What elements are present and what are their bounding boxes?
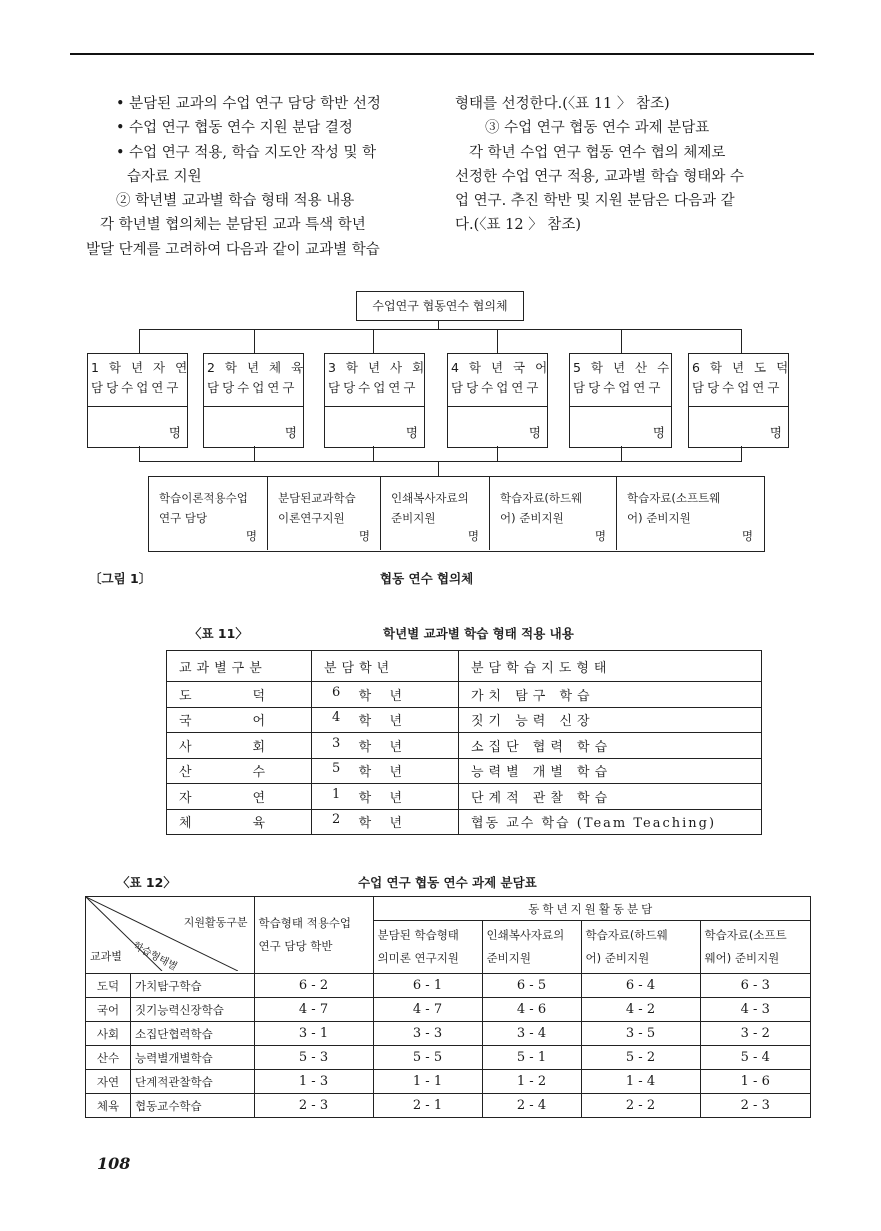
table-row xyxy=(86,998,811,1022)
table-cell: 1 xyxy=(332,786,341,802)
header-line: 준비지원 xyxy=(486,951,531,965)
table-cell: 협동 교수 학습 (Team Teaching) xyxy=(459,809,762,835)
support-box-subtitle: 이론연구지원 xyxy=(278,511,345,525)
corner-label-bottom: 교과별 xyxy=(90,950,122,963)
corner-header-cell xyxy=(86,897,255,974)
connector-line xyxy=(621,446,622,462)
table-row xyxy=(167,758,762,784)
support-box-unit: 명 xyxy=(358,529,370,543)
grade-box-subtitle: 담당수업연구 xyxy=(573,380,664,395)
table-cell: 학 xyxy=(358,739,372,755)
table-cell: 6 - 1 xyxy=(373,974,482,998)
connector-line xyxy=(139,461,741,462)
table-cell: 1 - 1 xyxy=(373,1070,482,1094)
support-box xyxy=(381,477,489,550)
table-cell: 국 xyxy=(179,714,192,730)
table-cell: 년 xyxy=(389,816,402,832)
grade-box-unit: 명 xyxy=(769,425,782,440)
figure-caption: 협동 연수 협의체 xyxy=(380,571,474,586)
grade-box-title: 2 학 년 체 육 xyxy=(207,360,307,375)
table-row xyxy=(167,707,762,733)
table-cell: 도 xyxy=(179,688,192,704)
table-cell: 덕 xyxy=(252,688,265,704)
grade-box-subtitle: 담당수업연구 xyxy=(207,380,298,395)
table-cell: 6 - 4 xyxy=(581,974,700,998)
table-cell: 능력별 개별 학습 xyxy=(459,758,762,784)
support-box-unit: 명 xyxy=(245,529,257,543)
table12-title: 수업 연구 협동 연수 과제 분담표 xyxy=(358,875,537,890)
table-cell: 짓기 능력 신장 xyxy=(459,707,762,733)
top-rule xyxy=(70,53,814,55)
support-box xyxy=(268,477,380,550)
connector-line xyxy=(139,446,140,462)
support-box-unit: 명 xyxy=(594,529,606,543)
table-header-cell xyxy=(581,921,700,974)
text-line: 다.(〈표 12 〉 참조) xyxy=(455,217,581,234)
table-cell: 6 - 5 xyxy=(482,974,581,998)
table-cell: 3 - 4 xyxy=(482,1022,581,1046)
table-cell: 2 - 1 xyxy=(373,1094,482,1118)
connector-line xyxy=(741,329,742,353)
table-cell: 협동교수학습 xyxy=(131,1094,255,1118)
table-cell: 5 - 4 xyxy=(700,1046,811,1070)
table-cell: 3 xyxy=(332,735,341,751)
table-row xyxy=(167,682,762,708)
support-box-subtitle: 어) 준비지원 xyxy=(500,511,564,525)
table-row xyxy=(86,1094,811,1118)
text-line: • 분담된 교과의 수업 연구 담당 학반 선정 xyxy=(116,96,381,112)
header-line: 의미론 연구지원 xyxy=(377,951,459,965)
table-row xyxy=(86,974,811,998)
support-box-unit: 명 xyxy=(741,529,753,543)
table11-title: 학년별 교과별 학습 형태 적용 내용 xyxy=(383,626,574,641)
table-cell: 산 xyxy=(179,765,192,781)
table-cell: 자연 xyxy=(86,1070,131,1094)
table-group-header: 동학년지원활동분담 xyxy=(373,897,811,921)
table-cell: 국어 xyxy=(86,998,131,1022)
table-cell: 1 - 6 xyxy=(700,1070,811,1094)
header-line: 학습자료(소프트 xyxy=(704,928,787,942)
corner-label-top: 지원활동구분 xyxy=(183,916,248,929)
text-line: 업 연구. 추진 학반 및 지원 분담은 다음과 같 xyxy=(455,193,735,210)
table-cell: 사회 xyxy=(86,1022,131,1046)
table-cell: 3 - 1 xyxy=(254,1022,373,1046)
header-line: 학습형태 적용수업 xyxy=(258,916,352,930)
table-header-cell xyxy=(254,897,373,974)
connector-line xyxy=(254,446,255,462)
table12-label: 〈표 12〉 xyxy=(117,875,176,890)
support-box-title: 인쇄복사자료의 xyxy=(391,491,469,505)
table-cell: 4 - 2 xyxy=(581,998,700,1022)
table-cell: 소집단 협력 학습 xyxy=(459,733,762,759)
table-row xyxy=(86,1070,811,1094)
table-cell: 년 xyxy=(389,790,402,806)
table-cell: 4 - 7 xyxy=(254,998,373,1022)
table-cell: 년 xyxy=(389,739,402,755)
table-cell: 5 xyxy=(332,761,341,777)
support-box xyxy=(490,477,616,550)
table-cell: 자 xyxy=(179,790,192,806)
table-cell: 가치 탐구 학습 xyxy=(459,682,762,708)
header-line: 웨어) 준비지원 xyxy=(704,951,780,965)
table-cell: 4 xyxy=(332,710,341,726)
grade-box-subtitle: 담당수업연구 xyxy=(328,380,419,395)
table-cell: 짓기능력신장학습 xyxy=(131,998,255,1022)
text-line: ③ 수업 연구 협동 연수 과제 분담표 xyxy=(485,120,710,137)
grade-box-unit: 명 xyxy=(652,425,665,440)
table-cell: 체 xyxy=(179,816,192,832)
grade-box-subtitle: 담당수업연구 xyxy=(692,380,783,395)
table-cell: 년 xyxy=(389,688,402,704)
table-header-cell: 분담학습지도형태 xyxy=(459,651,762,682)
table-header-cell xyxy=(482,921,581,974)
support-box-title: 학습자료(소프트웨 xyxy=(627,491,721,505)
table-cell: 6 - 3 xyxy=(700,974,811,998)
table-row xyxy=(167,809,762,835)
table-header-cell: 교과별구분 xyxy=(167,651,312,682)
grade-box-title: 4 학 년 국 어 xyxy=(451,360,551,375)
table-cell: 4 - 7 xyxy=(373,998,482,1022)
table-cell: 연 xyxy=(252,790,265,806)
table-cell: 4 - 6 xyxy=(482,998,581,1022)
table-cell: 1 - 4 xyxy=(581,1070,700,1094)
grade-box-title: 1 학 년 자 연 xyxy=(91,360,191,375)
grade-box-unit: 명 xyxy=(405,425,418,440)
table-cell: 단계적관찰학습 xyxy=(131,1070,255,1094)
support-box-title: 분담된교과학습 xyxy=(278,491,356,505)
table-cell: 능력별개별학습 xyxy=(131,1046,255,1070)
grade-box-unit: 명 xyxy=(168,425,181,440)
support-box-title: 학습자료(하드웨 xyxy=(500,491,583,505)
table-cell: 6 xyxy=(332,684,341,700)
header-line: 분담된 학습형태 xyxy=(377,928,459,942)
support-box-unit: 명 xyxy=(467,529,479,543)
table-cell: 2 - 4 xyxy=(482,1094,581,1118)
table-cell: 체육 xyxy=(86,1094,131,1118)
table-cell: 학 xyxy=(358,790,372,806)
support-box-subtitle: 연구 담당 xyxy=(159,511,208,525)
table-cell: 2 - 2 xyxy=(581,1094,700,1118)
table-cell: 2 - 3 xyxy=(700,1094,811,1118)
figure-label: 〔그림 1〕 xyxy=(89,571,152,586)
left-text-column xyxy=(86,92,431,262)
table-cell: 어 xyxy=(252,714,265,730)
table-cell: 단계적 관찰 학습 xyxy=(459,784,762,810)
table-cell: 1 - 2 xyxy=(482,1070,581,1094)
support-box-subtitle: 어) 준비지원 xyxy=(627,511,691,525)
support-box-title: 학습이론적용수업 xyxy=(159,491,248,505)
grade-box-title: 5 학 년 산 수 xyxy=(573,360,673,375)
grade-box-subtitle: 담당수업연구 xyxy=(451,380,542,395)
grade-box xyxy=(87,353,191,448)
grade-box xyxy=(569,353,672,448)
text-line: ② 학년별 교과별 학습 형태 적용 내용 xyxy=(116,193,355,210)
table-cell: 4 - 3 xyxy=(700,998,811,1022)
support-box xyxy=(149,477,267,550)
table-row xyxy=(86,1022,811,1046)
connector-line xyxy=(497,446,498,462)
org-top-box: 수업연구 협동연수 협의체 xyxy=(356,291,524,321)
connector-line xyxy=(438,320,439,329)
header-line: 인쇄복사자료의 xyxy=(486,928,565,942)
right-text-column xyxy=(455,92,800,238)
table-header-cell: 분담학년 xyxy=(312,651,459,682)
table-cell: 5 - 5 xyxy=(373,1046,482,1070)
table-cell: 3 - 2 xyxy=(700,1022,811,1046)
table-cell: 3 - 3 xyxy=(373,1022,482,1046)
grade-box-subtitle: 담당수업연구 xyxy=(91,380,182,395)
text-line: 발달 단계를 고려하여 다음과 같이 교과별 학습 xyxy=(86,241,380,258)
table-cell: 2 - 3 xyxy=(254,1094,373,1118)
table-cell: 년 xyxy=(389,714,402,730)
connector-line xyxy=(254,329,255,353)
table11-label: 〈표 11〉 xyxy=(189,626,248,641)
table-cell: 6 - 2 xyxy=(254,974,373,998)
grade-box xyxy=(203,353,307,448)
table-header-row xyxy=(167,651,762,682)
table-header-cell xyxy=(373,921,482,974)
text-line: • 수업 연구 협동 연수 지원 분담 결정 xyxy=(116,120,353,137)
grade-box-title: 6 학 년 도 덕 xyxy=(692,360,792,375)
table-cell: 년 xyxy=(389,765,402,781)
table-cell: 도덕 xyxy=(86,974,131,998)
table-cell: 2 xyxy=(332,812,341,828)
text-line: 각 학년별 협의체는 분담된 교과 특색 학년 xyxy=(100,217,366,234)
connector-line xyxy=(438,461,439,476)
support-box-subtitle: 준비지원 xyxy=(391,511,436,525)
corner-label-mid: 학습형태별 xyxy=(130,940,179,973)
table-cell: 소집단협력학습 xyxy=(131,1022,255,1046)
table-cell: 사 xyxy=(179,739,192,755)
table-cell: 육 xyxy=(252,816,265,832)
header-line: 연구 담당 학반 xyxy=(258,939,333,953)
table12 xyxy=(85,896,811,1118)
connector-line xyxy=(139,329,140,353)
connector-line xyxy=(741,446,742,462)
grade-box xyxy=(447,353,551,448)
table-cell: 1 - 3 xyxy=(254,1070,373,1094)
table-cell: 5 - 2 xyxy=(581,1046,700,1070)
table-row xyxy=(167,733,762,759)
grade-box-title: 3 학 년 사 회 xyxy=(328,360,428,375)
table-cell: 산수 xyxy=(86,1046,131,1070)
page-number: 108 xyxy=(97,1154,131,1173)
header-line: 어) 준비지원 xyxy=(585,951,650,965)
table-header-cell xyxy=(700,921,811,974)
table-cell: 학 xyxy=(358,765,372,781)
grade-box xyxy=(688,353,792,448)
table-row xyxy=(86,1046,811,1070)
grade-box-unit: 명 xyxy=(528,425,541,440)
connector-line xyxy=(373,446,374,462)
support-box xyxy=(617,477,763,550)
table-cell: 수 xyxy=(252,765,265,781)
table-row xyxy=(167,784,762,810)
connector-line xyxy=(621,329,622,353)
table-cell: 학 xyxy=(358,714,372,730)
table-cell: 가치탐구학습 xyxy=(131,974,255,998)
table-cell: 학 xyxy=(358,816,372,832)
table-cell: 학 xyxy=(358,688,372,704)
header-line: 학습자료(하드웨 xyxy=(585,928,668,942)
connector-line xyxy=(139,329,741,330)
connector-line xyxy=(373,329,374,353)
text-line: • 수업 연구 적용, 학습 지도안 작성 및 학 xyxy=(116,144,377,161)
grade-box-unit: 명 xyxy=(284,425,297,440)
text-line: 형태를 선정한다.(〈표 11 〉 참조) xyxy=(455,96,670,112)
table-cell: 3 - 5 xyxy=(581,1022,700,1046)
text-line: 선정한 수업 연구 적용, 교과별 학습 형태와 수 xyxy=(455,168,744,185)
table11 xyxy=(166,650,762,835)
grade-box xyxy=(324,353,428,448)
connector-line xyxy=(497,329,498,353)
text-line: 각 학년 수업 연구 협동 연수 협의 체제로 xyxy=(469,144,726,161)
table-cell: 회 xyxy=(252,739,265,755)
table-cell: 5 - 3 xyxy=(254,1046,373,1070)
table-cell: 5 - 1 xyxy=(482,1046,581,1070)
text-line: 습자료 지원 xyxy=(127,168,202,185)
